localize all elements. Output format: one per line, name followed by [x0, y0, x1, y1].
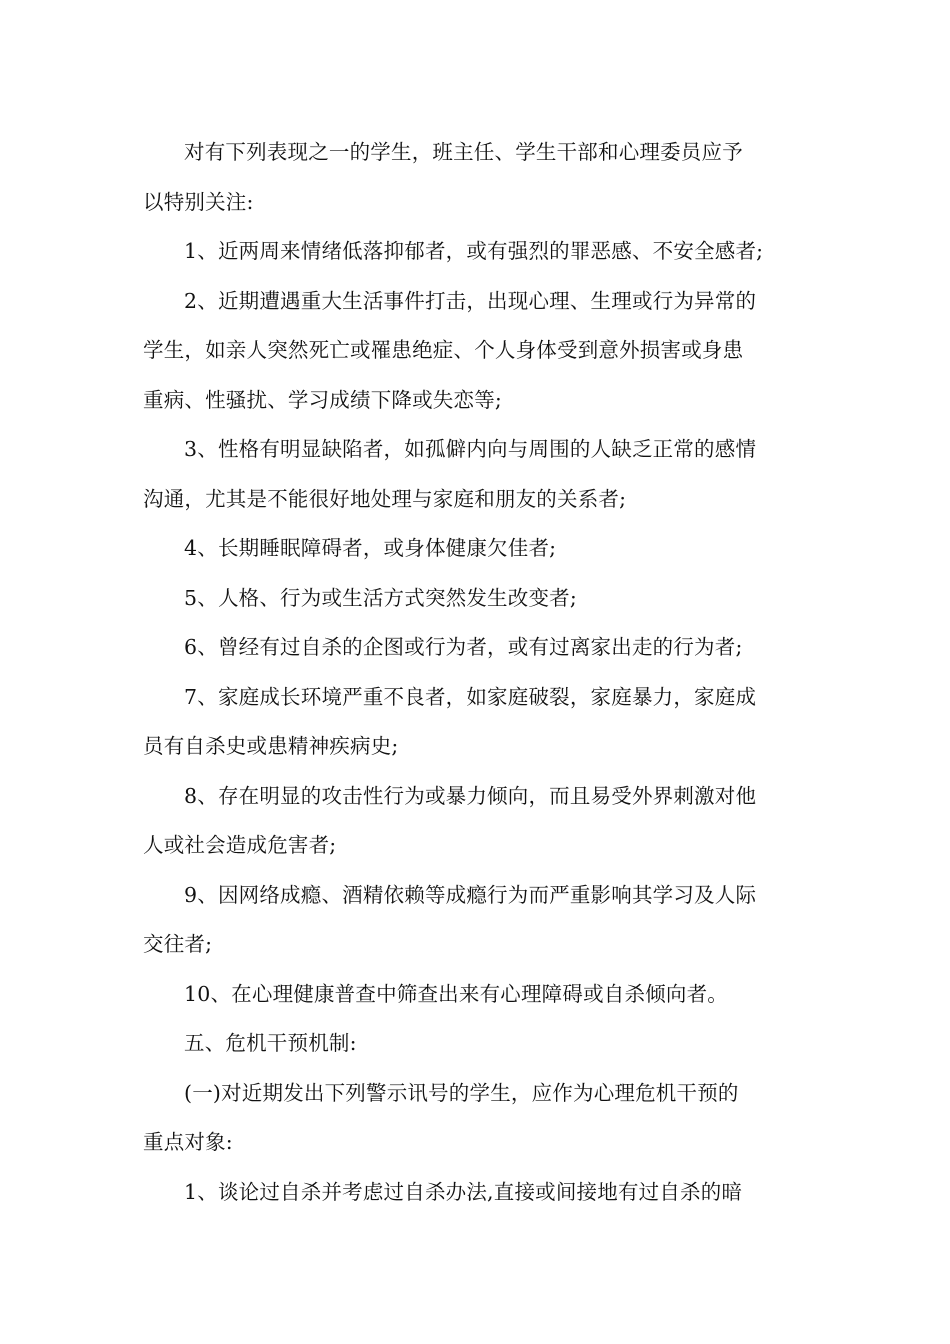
text-line: 学生，如亲人突然死亡或罹患绝症、个人身体受到意外损害或身患: [143, 338, 744, 362]
paragraph-intro: [143, 128, 823, 227]
text-line: 2、近期遭遇重大生活事件打击，出现心理、生理或行为异常的: [184, 288, 757, 313]
text-line: 8、存在明显的攻击性行为或暴力倾向，而且易受外界刺激对他: [184, 783, 757, 808]
list-item-8: [143, 772, 823, 871]
text-line: 重点对象:: [143, 1130, 233, 1154]
list-item-7: [143, 673, 823, 772]
text-line: 3、性格有明显缺陷者，如孤僻内向与周围的人缺乏正常的感情: [184, 437, 757, 461]
list-item-10: [143, 970, 823, 1020]
text-line: 以特别关注:: [143, 189, 254, 214]
text-line: 10、在心理健康普查中筛查出来有心理障碍或自杀倾向者。: [184, 981, 728, 1006]
text-line: 员有自杀史或患精神疾病史;: [143, 734, 399, 758]
text-line: 9、因网络成瘾、酒精依赖等成瘾行为而严重影响其学习及人际: [184, 882, 757, 907]
text-line: 人或社会造成危害者;: [143, 833, 337, 857]
text-line: 4、长期睡眠障碍者，或身体健康欠佳者;: [184, 536, 557, 560]
text-line: 沟通，尤其是不能很好地处理与家庭和朋友的关系者;: [143, 486, 627, 511]
text-line: 1、谈论过自杀并考虑过自杀办法,直接或间接地有过自杀的暗: [184, 1179, 743, 1204]
text-line: 交往者;: [143, 932, 213, 956]
text-line: 7、家庭成长环境严重不良者，如家庭破裂，家庭暴力，家庭成: [184, 684, 757, 709]
list-item-3: [143, 425, 823, 524]
list-item-2: [143, 277, 823, 426]
text-line: 对有下列表现之一的学生，班主任、学生干部和心理委员应予: [184, 140, 743, 164]
list-item-6: [143, 623, 823, 673]
warning-item-1: [143, 1168, 823, 1218]
text-line: 1、近两周来情绪低落抑郁者，或有强烈的罪恶感、不安全感者;: [184, 239, 764, 263]
list-item-1: [143, 227, 823, 277]
text-line: (一)对近期发出下列警示讯号的学生，应作为心理危机干预的: [184, 1080, 739, 1105]
text-line: 5、人格、行为或生活方式突然发生改变者;: [184, 585, 577, 610]
section-heading: [143, 1019, 823, 1069]
text-line: 6、曾经有过自杀的企图或行为者，或有过离家出走的行为者;: [184, 635, 743, 659]
list-item-4: [143, 524, 823, 574]
subsection-paragraph: [143, 1069, 823, 1168]
text-line: 五、危机干预机制:: [184, 1031, 357, 1055]
document-body: [143, 128, 823, 1217]
text-line: 重病、性骚扰、学习成绩下降或失恋等;: [143, 387, 503, 412]
list-item-5: [143, 574, 823, 624]
list-item-9: [143, 871, 823, 970]
